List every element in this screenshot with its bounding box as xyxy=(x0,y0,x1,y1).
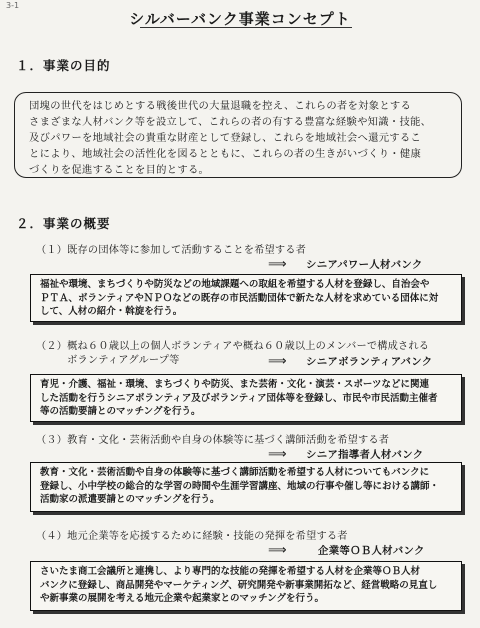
arrow-icon: ⟹ xyxy=(268,447,287,462)
item4-description-box: さいたま商工会議所と連携し、より専門的な技能の発揮を希望する人材を企業等ＯＢ人材 バンクに登録し、商品開発やマーケティング、研究開発や新事業開拓など、経営戦略の見直し や新事業の展開を考える地元企業や起業家とのマッチングを行う。 xyxy=(30,561,462,611)
item2-heading: （２）概ね６０歳以上の個人ボランティアや概ね６０歳以上のメンバーで構成される ボランティアグループ等 xyxy=(36,341,430,366)
item1-bank-name: シニアパワー人材バンク xyxy=(306,259,423,271)
item4-bank-name: 企業等ＯＢ人材バンク xyxy=(318,545,425,557)
section1-heading: １．事業の目的 xyxy=(16,58,111,73)
purpose-box: 団塊の世代をはじめとする戦後世代の大量退職を控え、これらの者を対象とする さまざまな人材バンク等を設立して、これらの者の有する豊富な経験や知識・技能、 及びパワーを地域社会の貴重な財産として登録し、これらを地域社会へ還元するこ とにより、地域社会の活性化を図るとともに、これらの者の生きがいづくり・健康 づくりを促進することを目的とする。 xyxy=(14,92,462,178)
item1-description-box: 福祉や環境、まちづくりや防災などの地域課題への取組を希望する人材を登録し、自治会や ＰＴＡ、ボランティアやＮＰＯなどの既存の市民活動団体で新たな人材を求めている団体に対 して、人材の紹介・斡旋を行う。 xyxy=(30,274,462,322)
title-underline xyxy=(140,27,352,28)
item2-description-box: 育児・介護、福祉・環境、まちづくりや防災、また芸術・文化・演芸・スポーツなどに関連 した活動を行うシニアボランティア及びボランティア団体等を登録し、市民や市民活動主催者 等の活動要請とのマッチングを行う。 xyxy=(30,374,462,422)
item1-heading: （１）既存の団体等に参加して活動することを希望する者 xyxy=(36,245,307,256)
item2-bank-name: シニアボランティアバンク xyxy=(306,356,433,368)
item4-heading: （４）地元企業等を応援するために経験・技能の発揮を希望する者 xyxy=(36,531,348,542)
page-title: シルバーバンク事業コンセプト xyxy=(129,10,351,28)
corner-mark: 3-1 xyxy=(6,1,20,10)
arrow-icon: ⟹ xyxy=(268,354,287,369)
item3-bank-name: シニア指導者人材バンク xyxy=(306,449,424,461)
arrow-icon: ⟹ xyxy=(268,543,287,558)
item3-heading: （３）教育・文化・芸術活動や自身の体験等に基づく講師活動を希望する者 xyxy=(36,435,390,446)
section2-heading: ２．事業の概要 xyxy=(16,216,111,231)
item3-description-box: 教育・文化・芸術活動や自身の体験等に基づく講師活動を希望する人材についてもバンクに 登録し、小中学校の総合的な学習の時間や生涯学習講座、地域の行事や催し等における講師・ 活動家の派遣要請とのマッチングを行う。 xyxy=(30,462,462,512)
arrow-icon: ⟹ xyxy=(268,257,287,272)
